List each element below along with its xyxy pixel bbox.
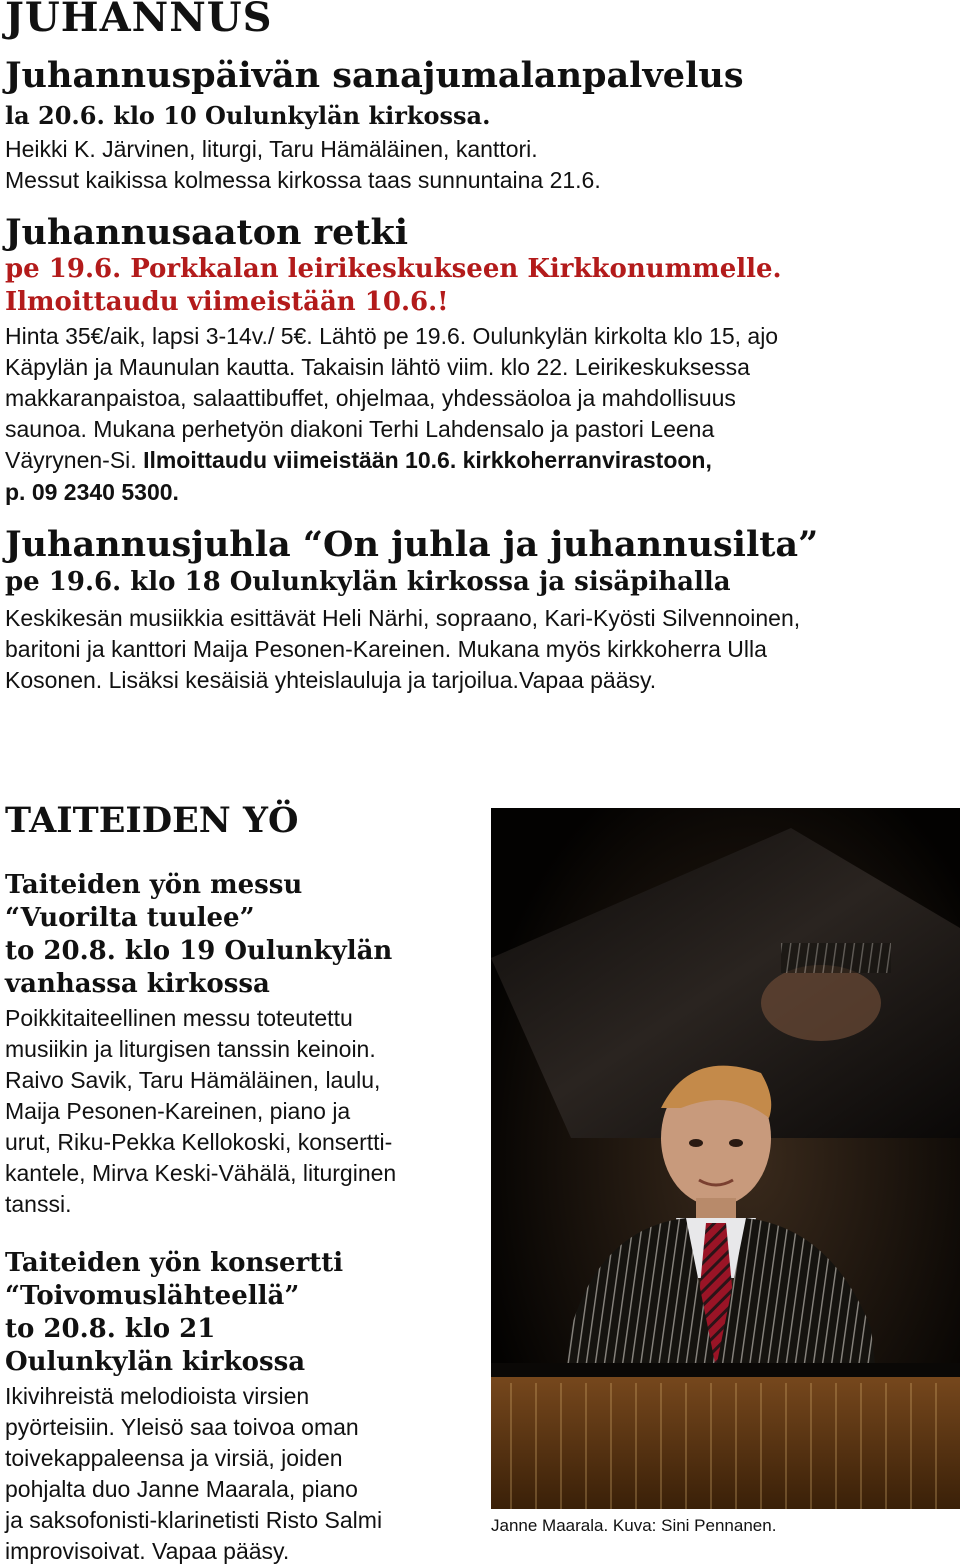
body-text: Maija Pesonen-Kareinen, piano ja: [5, 1098, 351, 1124]
event-place: Oulunkylän kirkossa: [5, 1347, 306, 1377]
body-text: tanssi.: [5, 1191, 72, 1217]
body-text: Kosonen. Lisäksi kesäisiä yhteislauluja ja tarjoilua.Vapaa pääsy.: [5, 667, 657, 693]
body-text: [5, 445, 712, 476]
pianist-illustration: [491, 808, 960, 1509]
body-text: baritoni ja kanttori Maija Pesonen-Kareinen. Mukana myös kirkkoherra Ulla: [5, 636, 767, 662]
body-text: Poikkitaiteellinen messu toteutettu: [5, 1005, 353, 1031]
section-heading: Juhannuspäivän sanajumalanpalvelus: [5, 55, 744, 96]
event-time: pe 19.6. klo 18 Oulunkylän kirkossa ja sisäpihalla: [5, 567, 731, 597]
body-text: kantele, Mirva Keski-Vähälä, liturginen: [5, 1160, 397, 1186]
body-text: Käpylän ja Maunulan kautta. Takaisin lähtö viim. klo 22. Leirikeskuksessa: [5, 354, 750, 380]
body-text: Heikki K. Järvinen, liturgi, Taru Hämäläinen, kanttori.: [5, 136, 538, 162]
body-text: pohjalta duo Janne Maarala, piano: [5, 1476, 358, 1502]
body-text: Ikivihreistä melodioista virsien: [5, 1383, 310, 1409]
event-name: “Vuorilta tuulee”: [5, 903, 255, 933]
pianist-photo: [491, 808, 960, 1509]
event-time: pe 19.6. Porkkalan leirikeskukseen Kirkkonummelle.: [5, 254, 782, 284]
section-heading: Juhannusaaton retki: [5, 212, 409, 253]
body-text: Keskikesän musiikkia esittävät Heli Närhi, sopraano, Kari-Kyösti Silvennoinen,: [5, 605, 801, 631]
body-text: pyörteisiin. Yleisö saa toivoa oman: [5, 1414, 359, 1440]
body-text: Raivo Savik, Taru Hämäläinen, laulu,: [5, 1067, 381, 1093]
section-title: TAITEIDEN YÖ: [5, 800, 299, 841]
registration-note: Ilmoittaudu viimeistään 10.6. kirkkoherranvirastoon,: [143, 447, 712, 473]
body-text-plain: Väyrynen-Si.: [5, 447, 144, 473]
photo-caption: Janne Maarala. Kuva: Sini Pennanen.: [491, 1516, 777, 1535]
body-text: Messut kaikissa kolmessa kirkossa taas sunnuntaina 21.6.: [5, 167, 601, 193]
body-text: makkaranpaistoa, salaattibuffet, ohjelmaa, yhdessäoloa ja mahdollisuus: [5, 385, 736, 411]
body-text: saunoa. Mukana perhetyön diakoni Terhi Lahdensalo ja pastori Leena: [5, 416, 715, 442]
event-time: to 20.8. klo 19 Oulunkylän: [5, 936, 393, 966]
event-place: vanhassa kirkossa: [5, 969, 270, 999]
body-text: urut, Riku-Pekka Kellokoski, konsertti-: [5, 1129, 393, 1155]
event-time: la 20.6. klo 10 Oulunkylän kirkossa.: [5, 101, 491, 130]
phone-number: p. 09 2340 5300.: [5, 479, 179, 505]
body-text: improvisoivat. Vapaa pääsy.: [5, 1538, 290, 1564]
registration-deadline: Ilmoittaudu viimeistään 10.6.!: [5, 287, 449, 317]
event-name: “Toivomuslähteellä”: [5, 1281, 300, 1311]
event-time: to 20.8. klo 21: [5, 1314, 216, 1344]
body-text: ja saksofonisti-klarinetisti Risto Salmi: [5, 1507, 383, 1533]
body-text: musiikin ja liturgisen tanssin keinoin.: [5, 1036, 376, 1062]
page-title: JUHANNUS: [5, 0, 273, 41]
body-text: toivekappaleensa ja virsiä, joiden: [5, 1445, 343, 1471]
event-heading: Taiteiden yön konsertti: [5, 1248, 344, 1278]
body-text: Hinta 35€/aik, lapsi 3-14v./ 5€. Lähtö pe 19.6. Oulunkylän kirkolta klo 15, ajo: [5, 323, 779, 349]
section-heading: Juhannusjuhla “On juhla ja juhannusilta”: [5, 524, 819, 565]
event-heading: Taiteiden yön messu: [5, 870, 303, 900]
